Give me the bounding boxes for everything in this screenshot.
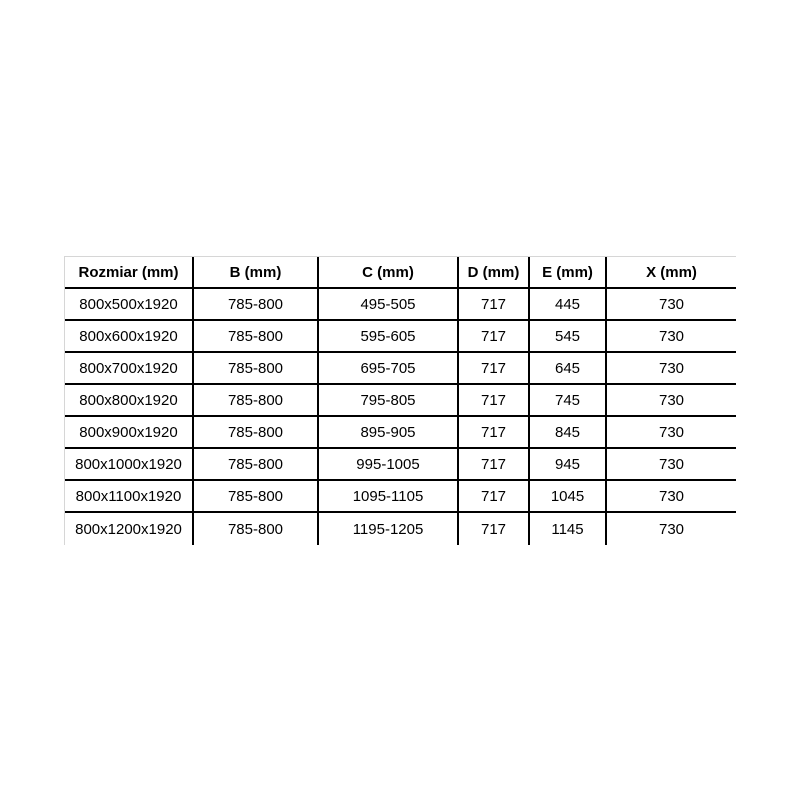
table-cell-x: 730 [607,481,736,513]
table-cell-d: 717 [459,321,530,353]
table-cell-e: 645 [530,353,607,385]
table-cell-c: 495-505 [319,289,459,321]
table-cell-b: 785-800 [194,321,319,353]
table-row [65,321,736,353]
table-cell-e: 945 [530,449,607,481]
table-cell-b: 785-800 [194,417,319,449]
table-cell-d: 717 [459,417,530,449]
table-cell-b: 785-800 [194,449,319,481]
table-cell-e: 745 [530,385,607,417]
table-cell-rozmiar: 800x1000x1920 [65,449,194,481]
table-cell-x: 730 [607,385,736,417]
table-cell-x: 730 [658,520,685,538]
table-cell-c: 1195-1205 [319,513,459,545]
table-cell-x: 730 [607,417,736,449]
table-row [65,417,736,449]
table-cell-rozmiar: 800x500x1920 [65,289,194,321]
table-row [65,353,736,385]
table-row [65,289,736,321]
table-cell-x: 730 [607,289,736,321]
table-cell-b: 785-800 [194,289,319,321]
table-cell-c: 895-905 [319,417,459,449]
table-cell-b: 785-800 [194,385,319,417]
table-row [65,481,736,513]
table-cell-d: 717 [459,353,530,385]
table-row [65,449,736,481]
table-cell-c: 1095-1105 [319,481,459,513]
table-cell-x: 730 [607,321,736,353]
table-cell-e: 1045 [530,481,607,513]
header-cell-e: E (mm) [530,257,607,289]
table-head [65,257,736,289]
table-header-row [65,257,736,289]
table-body [65,289,736,545]
table-row [65,385,736,417]
table-cell-x: 730 [607,353,736,385]
table-cell-b: 785-800 [194,353,319,385]
table-cell-rozmiar: 800x900x1920 [65,417,194,449]
table-cell-d: 717 [459,449,530,481]
table-cell-c: 595-605 [319,321,459,353]
table-cell-e: 545 [530,321,607,353]
table-cell-rozmiar: 800x800x1920 [65,385,194,417]
table-cell-d: 717 [459,385,530,417]
header-cell-rozmiar: Rozmiar (mm) [65,257,194,289]
table-cell-rozmiar: 800x1200x1920 [65,513,194,545]
table-cell-c: 995-1005 [319,449,459,481]
table-cell-x: 730 [607,449,736,481]
table-cell-b: 785-800 [194,481,319,513]
table-cell-rozmiar: 800x600x1920 [65,321,194,353]
table-row [65,513,736,545]
header-cell-b: B (mm) [194,257,319,289]
size-spec-table [64,256,736,545]
table-cell-e: 1145 [530,513,607,545]
table-cell-d: 717 [459,481,530,513]
table-cell-e: 845 [530,417,607,449]
header-cell-d: D (mm) [459,257,530,289]
header-cell-x: X (mm) [607,257,736,289]
table-cell-d: 717 [459,513,530,545]
table-cell-b: 785-800 [194,513,319,545]
table-cell-c: 695-705 [319,353,459,385]
table-cell-d: 717 [459,289,530,321]
table-cell-c: 795-805 [319,385,459,417]
table-cell-rozmiar: 800x700x1920 [65,353,194,385]
header-cell-c: C (mm) [319,257,459,289]
table-cell-e: 445 [530,289,607,321]
table-cell-rozmiar: 800x1100x1920 [65,481,194,513]
